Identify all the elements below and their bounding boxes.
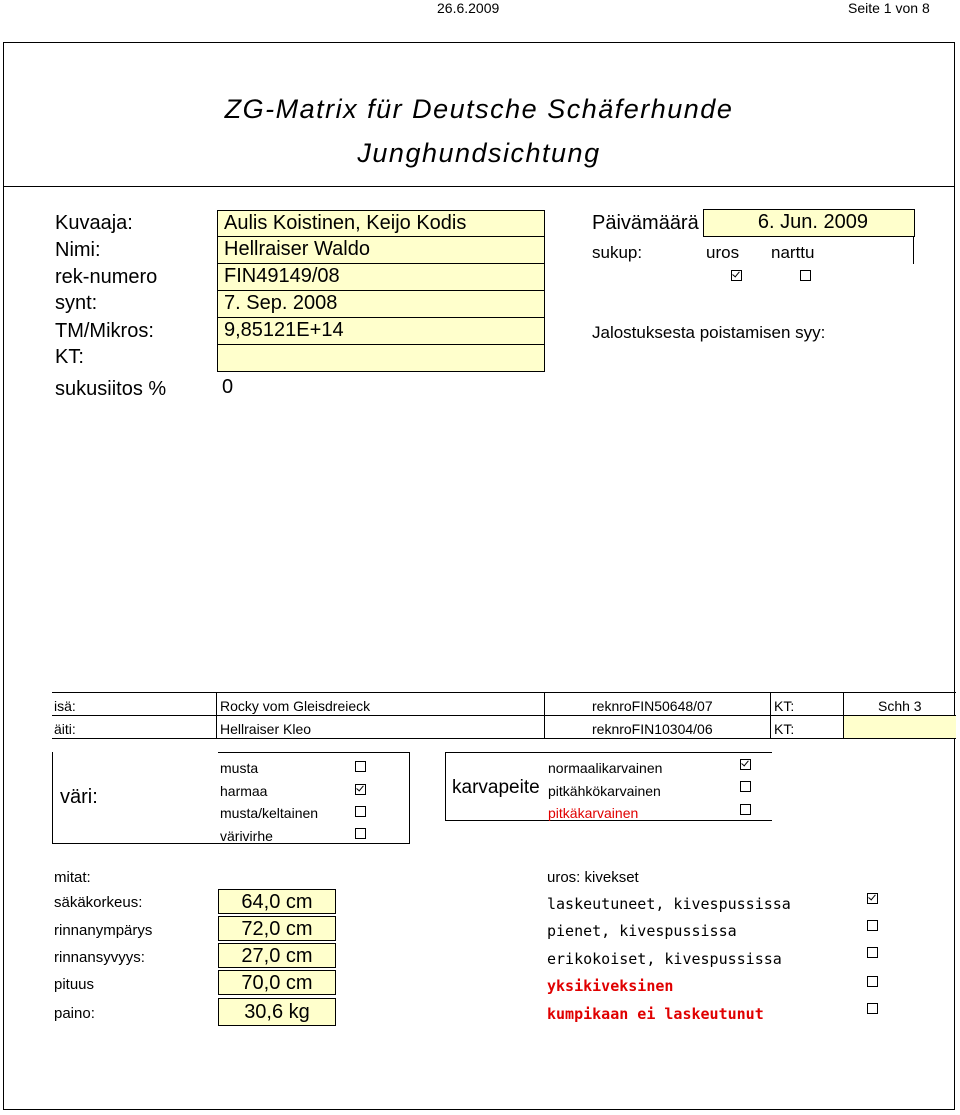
meas-label-pituus: pituus — [54, 976, 95, 993]
color-checkbox-musta[interactable] — [355, 761, 366, 772]
coat-option-pitka: pitkäkarvainen — [548, 805, 639, 821]
form-subtitle: Junghundsichtung — [357, 138, 601, 168]
coat-checkbox-pitka[interactable] — [740, 804, 751, 815]
coat-label: karvapeite — [452, 777, 540, 798]
parents-bottom-line — [52, 738, 956, 739]
isa-name: Rocky vom Gleisdreieck — [220, 698, 371, 714]
tm-label: TM/Mikros: — [55, 320, 154, 342]
color-checkbox-harmaa[interactable] — [355, 784, 366, 795]
meas-field-rinnanymparys[interactable]: 72,0 cm — [218, 916, 336, 941]
color-box-top — [218, 752, 410, 753]
kt-label: KT: — [55, 346, 84, 368]
aiti-kt-field[interactable] — [844, 716, 956, 738]
color-checkbox-varivirhe[interactable] — [355, 828, 366, 839]
nimi-label: Nimi: — [55, 239, 101, 261]
poistaminen-label: Jalostuksesta poistamisen syy: — [592, 323, 826, 342]
synt-field[interactable]: 7. Sep. 2008 — [217, 290, 545, 318]
synt-label: synt: — [55, 292, 98, 314]
page-number: Seite 1 von 8 — [848, 0, 930, 16]
paivamaara-label: Päivämäärä — [592, 212, 699, 234]
narttu-checkbox[interactable] — [800, 270, 811, 281]
measurements-label: mitat: — [54, 869, 91, 886]
narttu-label: narttu — [771, 243, 815, 262]
rek-field[interactable]: FIN49149/08 — [217, 263, 545, 291]
color-option-harmaa: harmaa — [220, 783, 268, 799]
testicles-option-pienet: pienet, kivespussissa — [547, 922, 737, 940]
testicles-checkbox-pienet[interactable] — [867, 920, 878, 931]
isa-reknro: reknroFIN50648/07 — [592, 698, 713, 714]
color-option-varivirhe: värivirhe — [220, 828, 273, 844]
color-label: väri: — [60, 786, 98, 808]
sukup-divider — [913, 237, 914, 264]
parents-mid-line — [52, 715, 956, 716]
color-option-musta-keltainen: musta/keltainen — [220, 805, 319, 821]
meas-field-pituus[interactable]: 70,0 cm — [218, 970, 336, 995]
parents-col-line-1 — [216, 692, 217, 738]
aiti-name: Hellraiser Kleo — [220, 721, 312, 737]
coat-checkbox-normaali[interactable] — [740, 759, 751, 770]
testicles-option-kumpikaan: kumpikaan ei laskeutunut — [547, 1005, 764, 1023]
testicles-option-erikokoiset: erikokoiset, kivespussissa — [547, 950, 782, 968]
kuvaaja-field[interactable]: Aulis Koistinen, Keijo Kodis — [217, 210, 545, 237]
coat-option-pitkahko: pitkähkökarvainen — [548, 783, 661, 799]
testicles-checkbox-yksikiveksinen[interactable] — [867, 976, 878, 987]
meas-label-rinnansyvyys: rinnansyvyys: — [54, 949, 145, 966]
parents-col-line-3 — [770, 692, 771, 738]
meas-label-paino: paino: — [54, 1005, 95, 1022]
isa-label: isä: — [54, 698, 76, 714]
coat-checkbox-pitkahko[interactable] — [740, 781, 751, 792]
meas-field-paino[interactable]: 30,6 kg — [218, 998, 336, 1026]
title-box — [3, 42, 955, 187]
form-title: ZG-Matrix für Deutsche Schäferhunde — [224, 94, 734, 124]
parents-col-line-2 — [544, 692, 545, 738]
rek-label: rek-numero — [55, 266, 158, 288]
isa-kt-value: Schh 3 — [878, 698, 922, 714]
uros-label: uros — [706, 243, 740, 262]
kuvaaja-label: Kuvaaja: — [55, 212, 133, 234]
aiti-reknro: reknroFIN10304/06 — [592, 721, 713, 737]
form-frame — [3, 42, 955, 1110]
meas-field-rinnansyvyys[interactable]: 27,0 cm — [218, 943, 336, 968]
paivamaara-field[interactable]: 6. Jun. 2009 — [703, 209, 915, 237]
kt-field[interactable] — [217, 344, 545, 372]
coat-option-normaali: normaalikarvainen — [548, 760, 663, 776]
color-checkbox-musta-keltainen[interactable] — [355, 806, 366, 817]
testicles-option-laskeutuneet: laskeutuneet, kivespussissa — [547, 895, 791, 913]
tm-field[interactable]: 9,85121E+14 — [217, 317, 545, 345]
parents-top-line — [52, 692, 956, 693]
testicles-checkbox-kumpikaan[interactable] — [867, 1003, 878, 1014]
aiti-kt-label: KT: — [774, 721, 795, 737]
print-date: 26.6.2009 — [437, 0, 500, 16]
meas-label-sakakorkeus: säkäkorkeus: — [54, 894, 143, 911]
uros-checkbox[interactable] — [731, 270, 742, 281]
testicles-option-yksikiveksinen: yksikiveksinen — [547, 977, 674, 995]
sukusiitos-label: sukusiitos % — [55, 378, 167, 400]
testicles-checkbox-erikokoiset[interactable] — [867, 947, 878, 958]
meas-label-rinnanymparys: rinnanympärys — [54, 922, 153, 939]
meas-field-sakakorkeus[interactable]: 64,0 cm — [218, 889, 336, 914]
sukusiitos-value: 0 — [222, 376, 234, 398]
nimi-field[interactable]: Hellraiser Waldo — [217, 236, 545, 264]
aiti-label: äiti: — [54, 721, 76, 737]
color-option-musta: musta — [220, 760, 259, 776]
testicles-checkbox-laskeutuneet[interactable] — [867, 893, 878, 904]
sukup-label: sukup: — [592, 243, 643, 262]
isa-kt-label: KT: — [774, 698, 795, 714]
testicles-label: uros: kivekset — [547, 869, 639, 886]
